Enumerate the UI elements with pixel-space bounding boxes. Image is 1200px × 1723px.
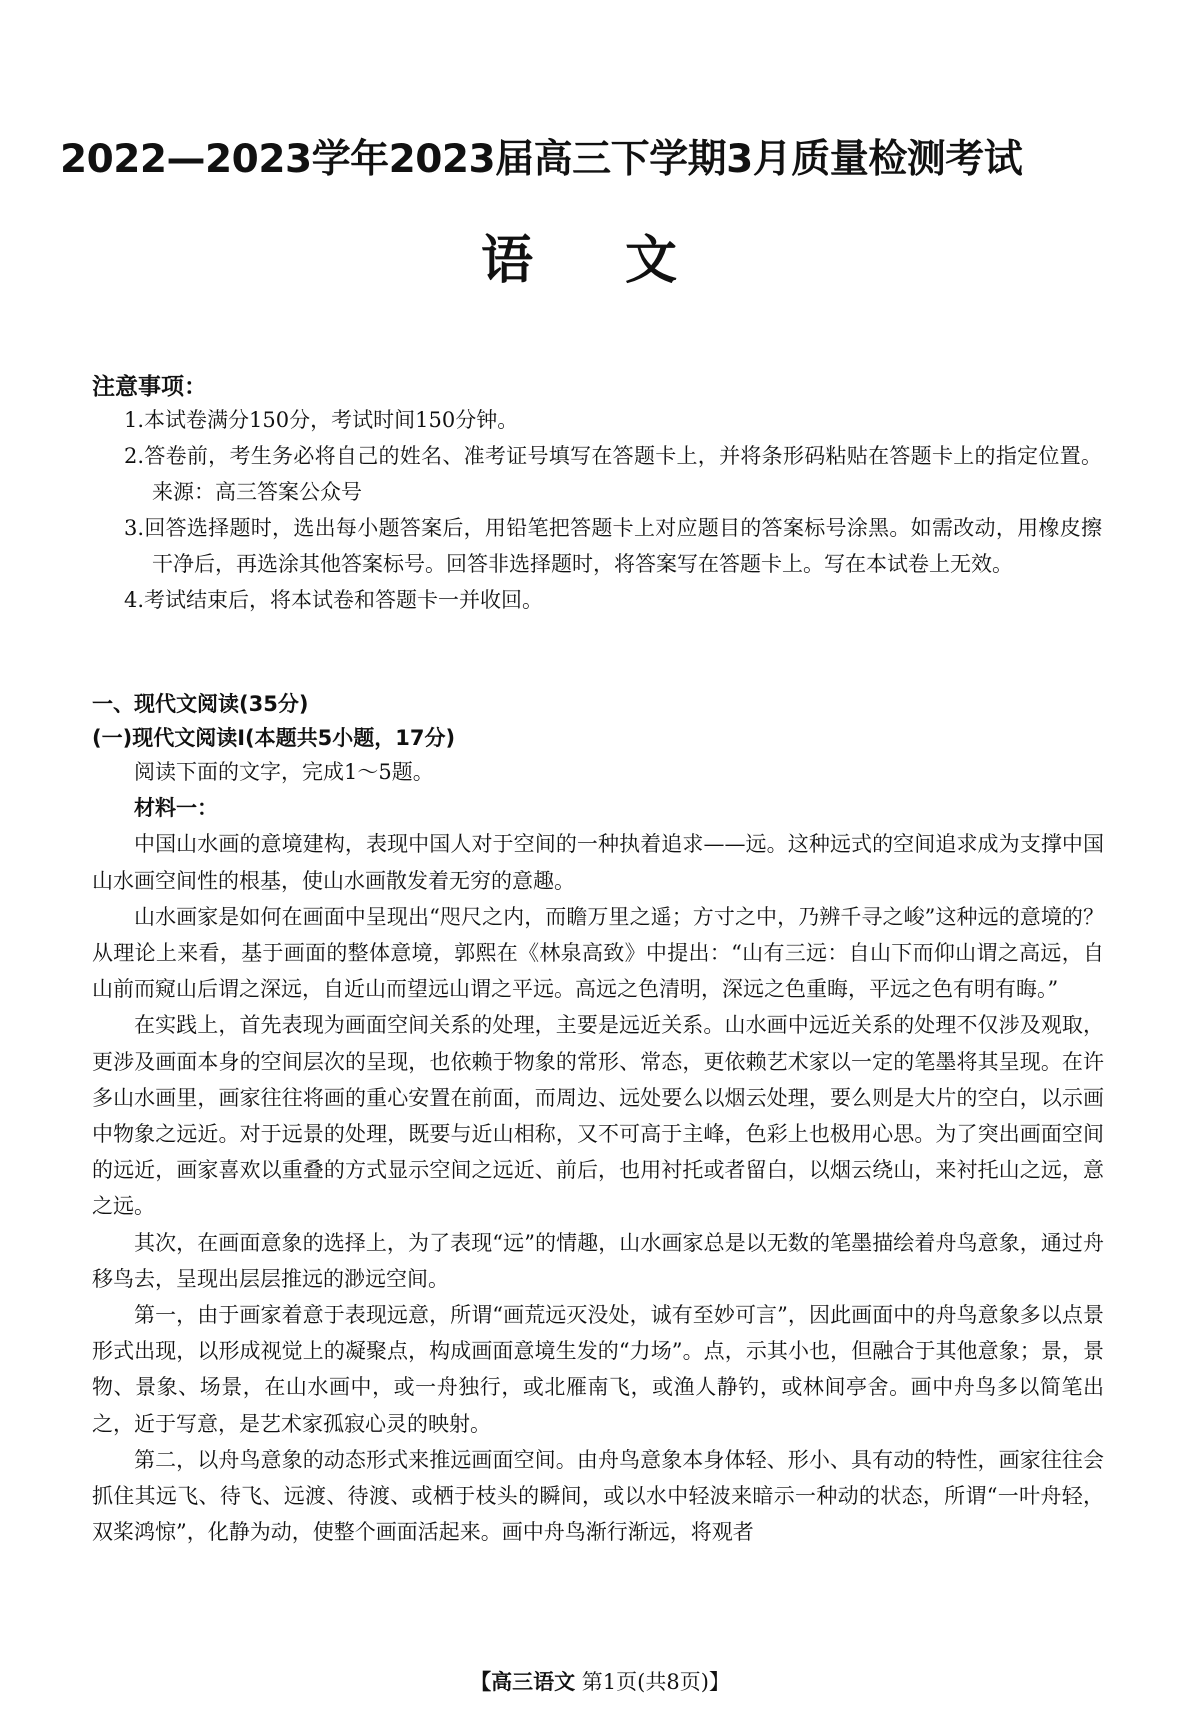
- material-label: 材料一：: [134, 796, 218, 821]
- footer-subject-label: 【高三语文: [470, 1670, 576, 1694]
- subject-title: 语文: [480, 231, 769, 291]
- notice-item: 1.本试卷满分150分，考试时间150分钟。: [124, 408, 519, 432]
- notice-item: 2.答卷前，考生务必将自己的姓名、准考证号填写在答题卡上，并将条形码粘贴在答题卡上的指定位置。来源：高三答案公众号: [124, 444, 1102, 504]
- exam-title: 2022—2023学年2023届高三下学期3月质量检测考试: [60, 137, 1023, 182]
- notice-list: [92, 402, 1102, 618]
- passage-paragraph: 中国山水画的意境建构，表现中国人对于空间的一种执着追求——远。这种远式的空间追求成为支撑中国山水画空间性的根基，使山水画散发着无穷的意趣。: [92, 832, 1104, 893]
- passage-paragraph: 第一，由于画家着意于表现远意，所谓“画荒远灭没处，诚有至妙可言”，因此画面中的舟鸟意象多以点景形式出现，以形成视觉上的凝聚点，构成画面意境生发的“力场”。点，示其小也，但融合于其他意象；景，景物、景象、场景，在山水画中，或一舟独行，或北雁南飞，或渔人静钓，或林间亭舍。画中舟鸟多以简笔出之，近于写意，是艺术家孤寂心灵的映射。: [92, 1303, 1104, 1436]
- page-footer: [0, 1666, 1200, 1696]
- passage-paragraph: 第二，以舟鸟意象的动态形式来推远画面空间。由舟鸟意象本身体轻、形小、具有动的特性，画家往往会抓住其远飞、待飞、远渡、待渡、或栖于枝头的瞬间，或以水中轻波来暗示一种动的状态，所谓“一叶舟轻，双桨鸿惊”，化静为动，使整个画面活起来。画中舟鸟渐行渐远，将观者: [92, 1447, 1104, 1545]
- footer-page-number: 第1页(共8页)】: [581, 1670, 730, 1694]
- notice-heading: 注意事项：: [92, 374, 207, 400]
- section-heading-part1: 一、现代文阅读(35分): [92, 692, 309, 716]
- reading-passage: [92, 754, 1104, 1550]
- passage-paragraph: 在实践上，首先表现为画面空间关系的处理，主要是远近关系。山水画中远近关系的处理不仅涉及观取，更涉及画面本身的空间层次的呈现，也依赖于物象的常形、常态，更依赖艺术家以一定的笔墨将其呈现。在许多山水画里，画家往往将画的重心安置在前面，而周边、远处要么以烟云处理，要么则是大片的空白，以示画中物象之远近。对于远景的处理，既要与近山相称，又不可高于主峰，色彩上也极用心思。为了突出画面空间的远近，画家喜欢以重叠的方式显示空间之远近、前后，也用衬托或者留白，以烟云绕山，来衬托山之远，意之远。: [92, 1013, 1104, 1219]
- notice-item: 4.考试结束后，将本试卷和答题卡一并收回。: [124, 588, 544, 612]
- section-heading-part1-sub1: (一)现代文阅读Ⅰ(本题共5小题，17分): [92, 726, 456, 750]
- passage-paragraph: 其次，在画面意象的选择上，为了表现“远”的情趣，山水画家总是以无数的笔墨描绘着舟鸟意象，通过舟移鸟去，呈现出层层推远的渺远空间。: [92, 1230, 1104, 1291]
- notice-item: 3.回答选择题时，选出每小题答案后，用铅笔把答题卡上对应题目的答案标号涂黑。如需改动，用橡皮擦干净后，再选涂其他答案标号。回答非选择题时，将答案写在答题卡上。写在本试卷上无效。: [124, 516, 1102, 576]
- reading-instruction: 阅读下面的文字，完成1～5题。: [134, 760, 434, 784]
- passage-paragraph: 山水画家是如何在画面中呈现出“咫尺之内，而瞻万里之遥；方寸之中，乃辨千寻之峻”这种远的意境的？从理论上来看，基于画面的整体意境，郭熙在《林泉高致》中提出：“山有三远：自山下而仰山谓之高远，自山前而窥山后谓之深远，自近山而望远山谓之平远。高远之色清明，深远之色重晦，平远之色有明有晦。”: [92, 904, 1104, 1002]
